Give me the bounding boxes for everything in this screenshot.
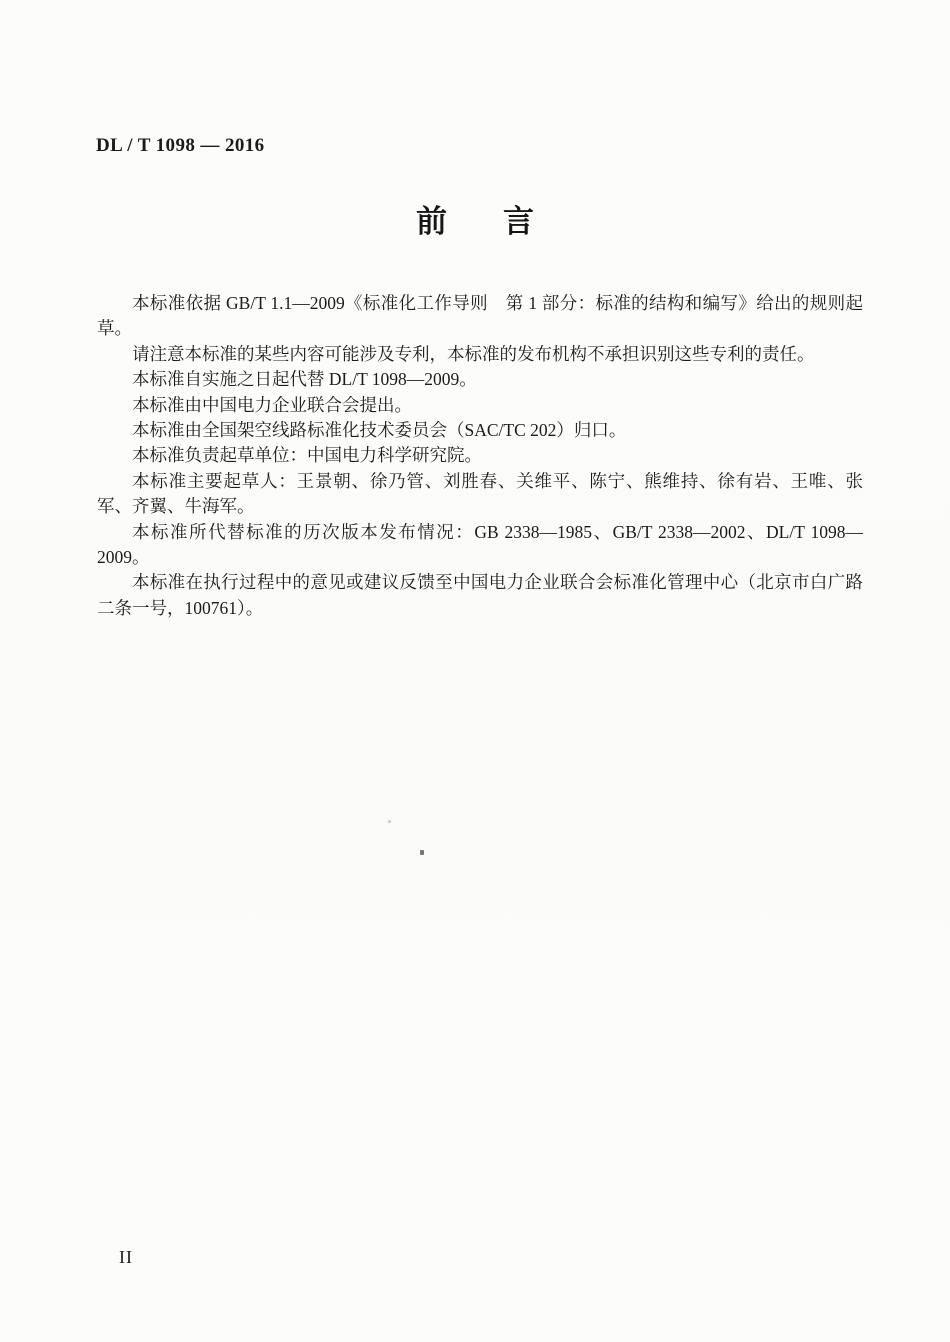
foreword-paragraph-patent-notice: 请注意本标准的某些内容可能涉及专利，本标准的发布机构不承担识别这些专利的责任。	[132, 343, 815, 364]
foreword-paragraph-proposed-by: 本标准由中国电力企业联合会提出。	[132, 394, 412, 415]
foreword-paragraph-feedback-address: 本标准在执行过程中的意见或建议反馈至中国电力企业联合会标准化管理中心（北京市白广路二条一号，100761）。	[97, 572, 863, 618]
foreword-paragraph-replaces: 本标准自实施之日起代替 DL/T 1098—2009。	[132, 369, 477, 390]
foreword-body	[97, 291, 863, 621]
foreword-paragraph-centralized-by: 本标准由全国架空线路标准化技术委员会（SAC/TC 202）归口。	[132, 420, 627, 441]
foreword-paragraph-drafters: 本标准主要起草人：王景朝、徐乃管、刘胜春、关维平、陈宁、熊维持、徐有岩、王唯、张军、齐翼、牛海军。	[97, 470, 863, 517]
standard-number: DL / T 1098 — 2016	[96, 135, 265, 156]
scan-artifact-speck	[420, 850, 424, 855]
foreword-paragraph-drafting-org: 本标准负责起草单位：中国电力科学研究院。	[132, 445, 482, 466]
title-char-first: 前	[416, 204, 447, 239]
page-number: II	[119, 1247, 133, 1267]
scan-artifact-speck-small	[388, 820, 391, 823]
title-char-second: 言	[503, 204, 534, 239]
foreword-paragraph-previous-editions: 本标准所代替标准的历次版本发布情况：GB 2338—1985、GB/T 2338—2002、DL/T 1098—2009。	[97, 521, 863, 568]
foreword-paragraph-basis: 本标准依据 GB/T 1.1—2009《标准化工作导则 第 1 部分：标准的结构和编写》给出的规则起草。	[97, 293, 863, 339]
page-title	[0, 205, 950, 239]
